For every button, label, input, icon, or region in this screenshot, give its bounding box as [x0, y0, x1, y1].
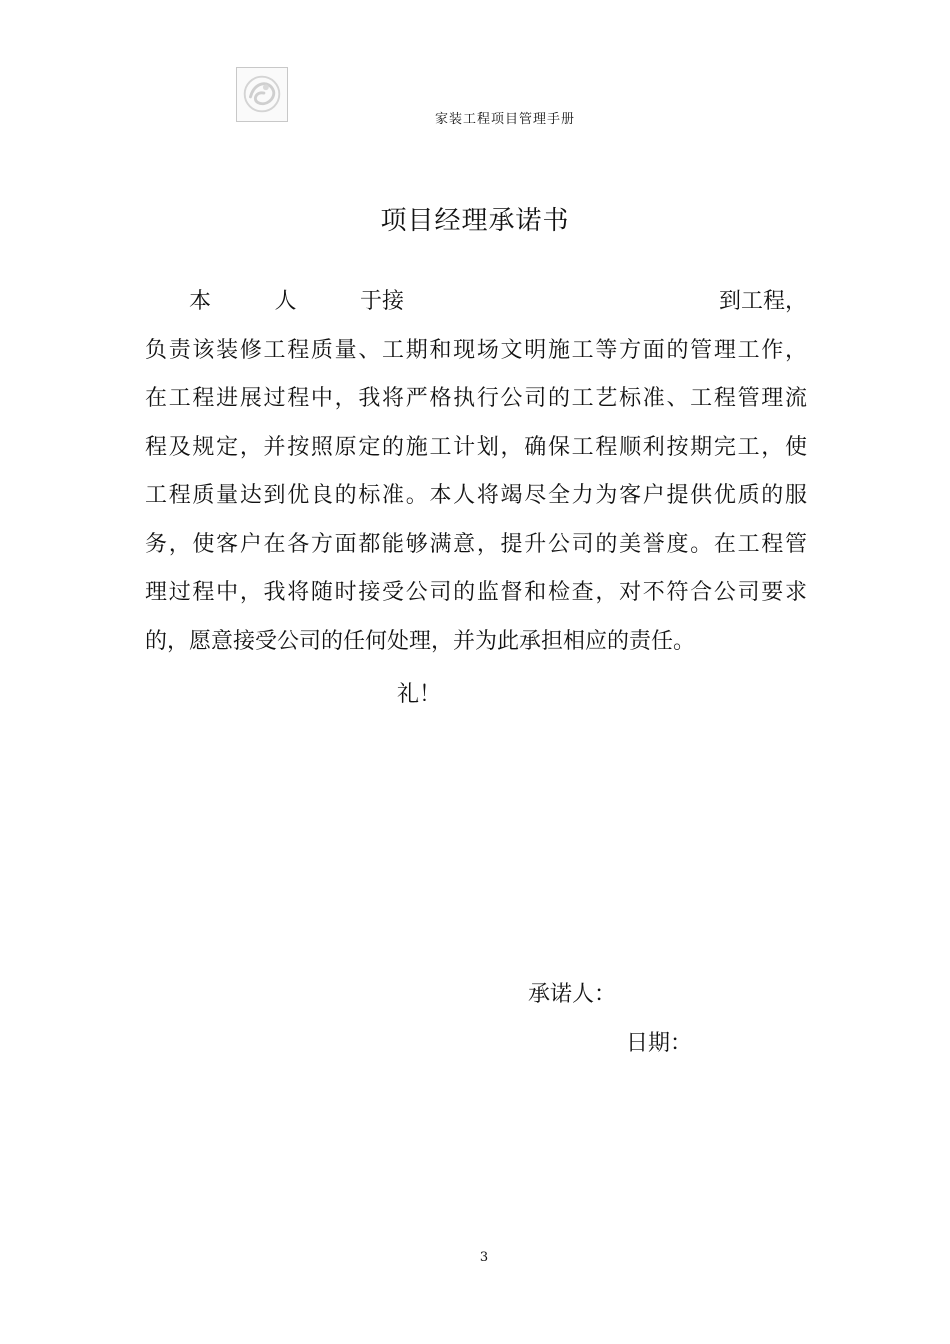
commitment-body: [145, 278, 807, 666]
signer-label: 承诺人：: [528, 982, 617, 1007]
date-label: 日期：: [626, 1031, 693, 1056]
header-title: 家装工程项目管理手册: [434, 112, 575, 127]
body-line: 程及规定，并按照原定的施工计划，确保工程顺利按期完工，使: [145, 434, 807, 460]
body-line: 负责该装修工程质量、工期和现场文明施工等方面的管理工作，: [145, 337, 807, 363]
body-line: 的，愿意接受公司的任何处理，并为此承担相应的责任。: [145, 628, 696, 654]
document-title: 项目经理承诺书: [380, 206, 570, 236]
first-line-part-date: 本人于: [189, 289, 382, 314]
body-first-line: [145, 278, 807, 327]
first-line-part-project: 工程，: [740, 289, 807, 314]
body-line: 在工程进展过程中，我将严格执行公司的工艺标准、工程管理流: [145, 386, 807, 411]
first-line-part-received: 接到: [382, 289, 741, 314]
body-line: 工程质量达到优良的标准。本人将竭尽全力为客户提供优质的服: [145, 483, 807, 508]
body-line: 理过程中，我将随时接受公司的监督和检查，对不符合公司要求: [145, 580, 807, 605]
page-number: 3: [479, 1250, 489, 1265]
closing-salutation: 礼！: [397, 682, 442, 707]
body-line: 务，使客户在各方面都能够满意，提升公司的美誉度。在工程管: [145, 531, 807, 557]
